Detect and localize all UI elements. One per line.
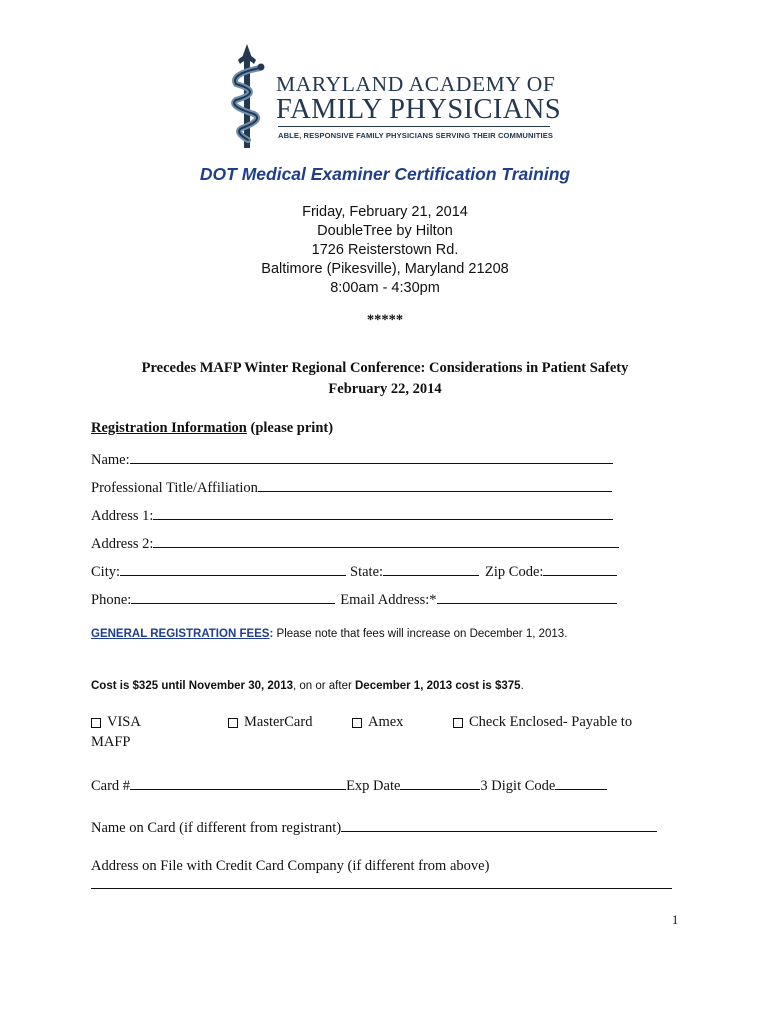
digit-code-label: 3 Digit Code <box>480 778 556 794</box>
logo-text-line1: MARYLAND ACADEMY OF <box>276 72 556 96</box>
fees-text: Please note that fees will increase on December 1, 2013. <box>273 628 568 640</box>
name-on-card-input-line[interactable] <box>341 818 657 832</box>
city-input-line[interactable] <box>120 562 346 576</box>
name-row <box>91 450 613 470</box>
address1-label: Address 1: <box>91 508 154 524</box>
payment-option-mastercard[interactable] <box>228 714 312 731</box>
event-date: Friday, February 21, 2014 <box>302 204 468 220</box>
fees-colon: : <box>269 628 274 640</box>
check-payee: MAFP <box>91 734 131 750</box>
registration-heading-label: Registration Information <box>91 420 247 436</box>
card-number-label: Card # <box>91 778 131 794</box>
name-on-card-row <box>91 818 657 838</box>
name-label: Name: <box>91 452 130 468</box>
logo-divider <box>278 126 550 127</box>
payment-option-check[interactable] <box>453 714 632 731</box>
registration-heading-note: (please print) <box>246 420 334 436</box>
check-checkbox[interactable] <box>453 718 463 728</box>
conference-date: February 22, 2014 <box>328 381 442 397</box>
visa-label: VISA <box>107 714 141 730</box>
logo-text-line2: FAMILY PHYSICIANS <box>276 94 562 125</box>
page-number: 1 <box>672 913 679 927</box>
card-row <box>91 776 607 796</box>
address2-row <box>91 534 619 554</box>
logo-tagline: ABLE, RESPONSIVE FAMILY PHYSICIANS SERVING THEIR COMMUNITIES <box>278 131 554 140</box>
conference-note <box>0 358 770 400</box>
exp-date-input-line[interactable] <box>400 776 480 790</box>
address1-input-line[interactable] <box>153 506 613 520</box>
cost-connector: , on or after <box>292 680 355 692</box>
digit-code-input-line[interactable] <box>555 776 607 790</box>
check-label: Check Enclosed- Payable to <box>469 714 633 730</box>
conference-title: Precedes MAFP Winter Regional Conference: Considerations in Patient Safety <box>141 360 629 376</box>
event-city: Baltimore (Pikesville), Maryland 21208 <box>261 261 509 277</box>
title-affiliation-row <box>91 478 612 498</box>
title-affiliation-label: Professional Title/Affiliation <box>91 480 258 496</box>
amex-checkbox[interactable] <box>352 718 362 728</box>
phone-label: Phone: <box>91 592 132 608</box>
fees-note <box>91 628 567 640</box>
caduceus-emblem-icon <box>224 44 272 148</box>
address-on-file-line-row <box>91 875 672 895</box>
name-input-line[interactable] <box>130 450 613 464</box>
fees-label: GENERAL REGISTRATION FEES <box>91 628 270 640</box>
cost-note <box>91 680 524 692</box>
payment-option-visa[interactable] <box>91 714 141 731</box>
address-on-file-input-line[interactable] <box>91 875 672 889</box>
state-input-line[interactable] <box>383 562 479 576</box>
cost-late: December 1, 2013 cost is $375 <box>355 680 521 692</box>
email-label: Email Address:* <box>340 592 437 608</box>
separator-stars: ***** <box>366 312 404 328</box>
state-label: State: <box>350 564 384 580</box>
address2-label: Address 2: <box>91 536 154 552</box>
phone-email-row <box>91 590 617 610</box>
event-street: 1726 Reisterstown Rd. <box>311 242 459 258</box>
email-input-line[interactable] <box>437 590 617 604</box>
address-on-file-label: Address on File with Credit Card Company (if different from above) <box>91 858 490 874</box>
registration-heading <box>91 420 333 437</box>
city-label: City: <box>91 564 121 580</box>
name-on-card-label: Name on Card (if different from registrant) <box>91 820 342 836</box>
address2-input-line[interactable] <box>153 534 619 548</box>
card-number-input-line[interactable] <box>130 776 346 790</box>
visa-checkbox[interactable] <box>91 718 101 728</box>
cost-period: . <box>520 680 524 692</box>
title-affiliation-input-line[interactable] <box>258 478 612 492</box>
mastercard-label: MasterCard <box>244 714 313 730</box>
event-time: 8:00am - 4:30pm <box>330 280 440 296</box>
mastercard-checkbox[interactable] <box>228 718 238 728</box>
zip-label: Zip Code: <box>485 564 544 580</box>
phone-input-line[interactable] <box>131 590 335 604</box>
event-venue: DoubleTree by Hilton <box>317 223 453 239</box>
page-title: DOT Medical Examiner Certification Training <box>199 164 571 184</box>
address1-row <box>91 506 613 526</box>
mafp-logo <box>224 44 564 154</box>
payment-option-amex[interactable] <box>352 714 403 731</box>
cost-early: Cost is $325 until November 30, 2013 <box>91 680 293 692</box>
zip-input-line[interactable] <box>543 562 617 576</box>
exp-date-label: Exp Date <box>346 778 401 794</box>
amex-label: Amex <box>368 714 404 730</box>
event-details <box>0 203 770 298</box>
city-state-zip-row <box>91 562 617 582</box>
